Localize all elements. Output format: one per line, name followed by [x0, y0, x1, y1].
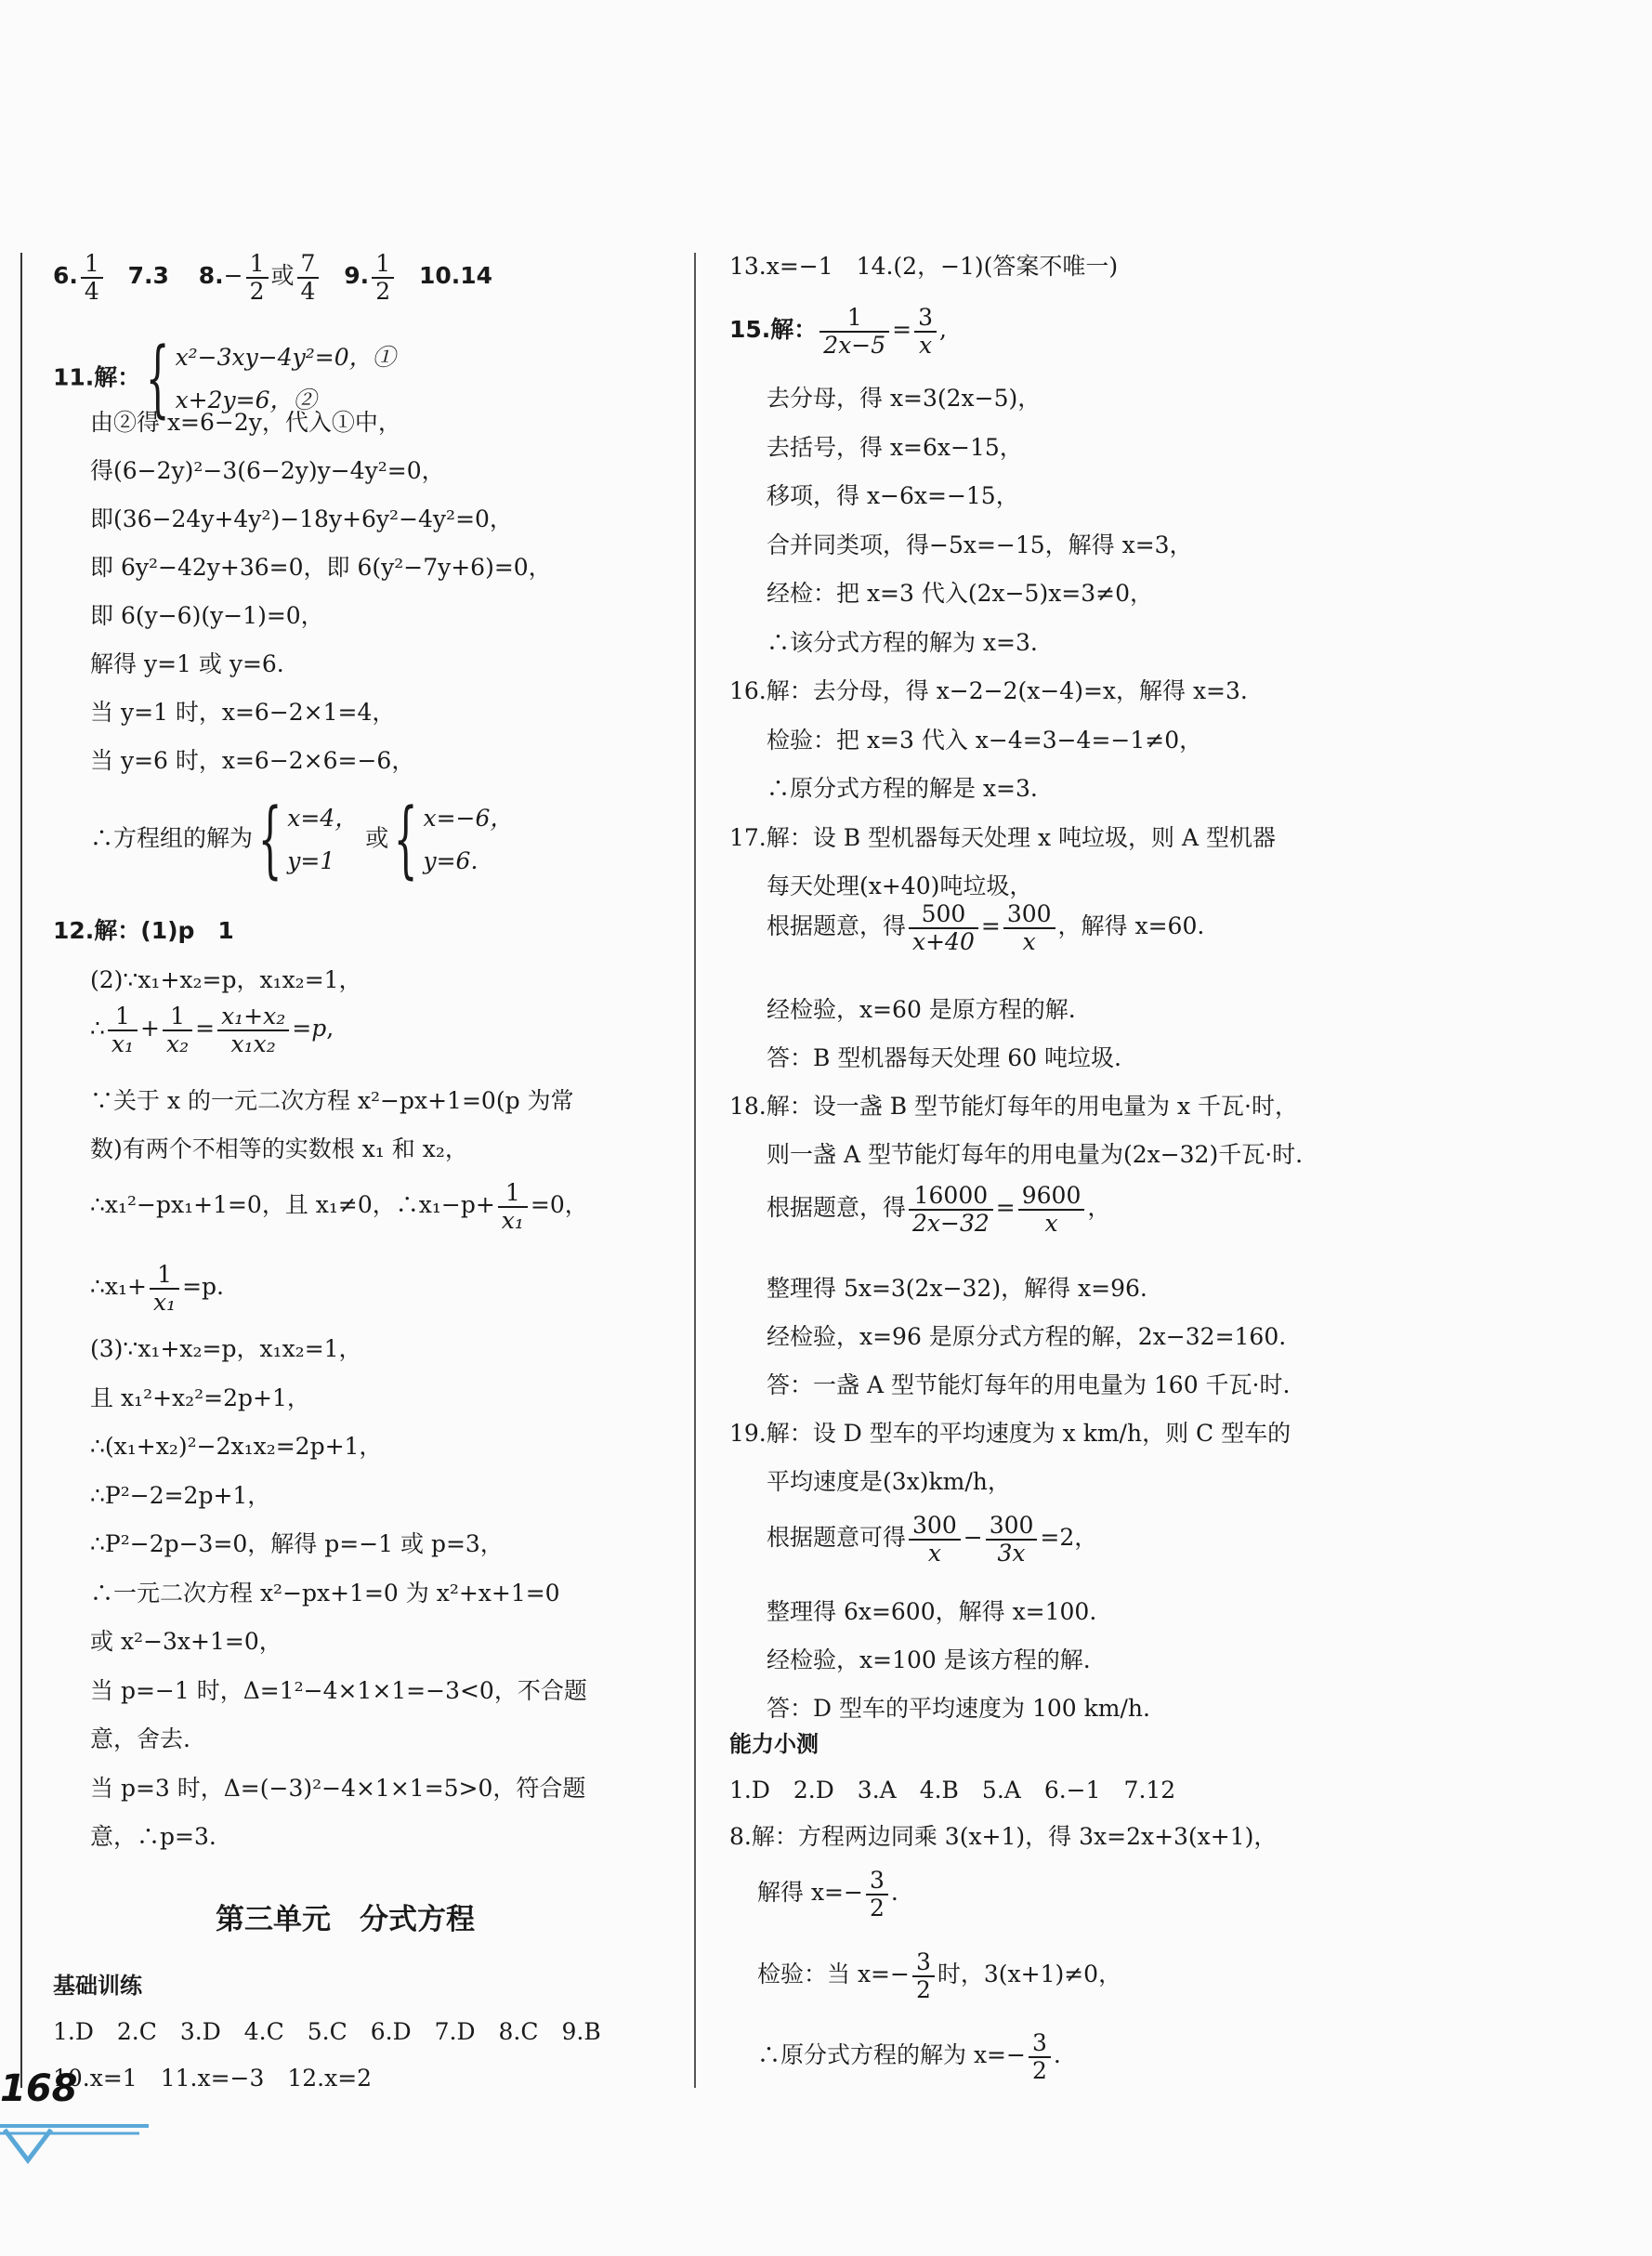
text-line: 当 y=1 时，x=6−2×1=4， — [90, 699, 396, 726]
text-line: 答：D 型车的平均速度为 100 km/h. — [767, 1695, 1150, 1722]
text-line: 去括号，得 x=6x−15， — [767, 433, 1023, 461]
basic-answers-2: 10.x=1 11.x=−3 12.x=2 — [53, 2065, 373, 2092]
text-line: 合并同类项，得−5x=−15，解得 x=3， — [767, 531, 1193, 558]
column-divider — [694, 253, 696, 2088]
answers-13-14: 13.x=−1 14.(2，−1)(答案不唯一) — [729, 253, 1119, 280]
q8-line3: 检验：当 x=− $\frac{3}{2}$ 时，3(x+1)≠0， — [757, 1948, 1122, 2003]
text-line: 整理得 5x=3(2x−32)，解得 x=96. — [767, 1275, 1147, 1302]
text-line: 答：B 型机器每天处理 60 吨垃圾. — [767, 1044, 1121, 1071]
q15-equation: 15.解： $\frac{1}{2x-5}$ = $\frac{3}{x}$ , — [729, 304, 947, 359]
text-line: 或 x²−3x+1=0， — [90, 1628, 282, 1655]
ability-answers: 1.D 2.D 3.A 4.B 5.A 6.−1 7.12 — [729, 1777, 1176, 1803]
text-line: 17.解：设 B 型机器每天处理 x 吨垃圾，则 A 型机器 — [729, 823, 1276, 851]
q8-line2: 解得 x=− $\frac{3}{2}$ . — [757, 1867, 898, 1922]
text-line: 去分母，得 x=3(2x−5)， — [767, 385, 1042, 412]
unit-title: 第三单元 分式方程 — [216, 1903, 475, 1936]
ability-test-heading: 能力小测 — [729, 1731, 819, 1757]
q12-line5: 数)有两个不相等的实数根 x₁ 和 x₂， — [90, 1135, 468, 1162]
q12-part2: (2)∵x₁+x₂=p，x₁x₂=1， — [90, 966, 362, 993]
text-line: 由②得 x=6−2y，代入①中， — [90, 409, 401, 436]
basic-answers-1: 1.D 2.C 3.D 4.C 5.C 6.D 7.D 8.C 9.B — [53, 2018, 601, 2045]
q12-reciprocal-sum: ∴ $\frac{1}{\text{x₁}}$ + $\frac{1}{\text{x₂}}$ = $\frac{\text{x₁+x₂}}{\text{x₁x₂}}$ =p, — [90, 1003, 334, 1057]
q12-line7: ∴x₁+ $\frac{1}{\text{x₁}}$ =p. — [90, 1261, 225, 1316]
text-line: ∴(x₁+x₂)²−2x₁x₂=2p+1， — [90, 1433, 383, 1460]
text-line: 则一盏 A 型节能灯每年的用电量为(2x−32)千瓦·时. — [767, 1141, 1304, 1168]
text-line: 即 6(y−6)(y−1)=0， — [90, 602, 324, 629]
text-line: ∴原分式方程的解是 x=3. — [767, 775, 1038, 802]
text-line: 19.解：设 D 型车的平均速度为 x km/h，则 C 型车的 — [729, 1420, 1291, 1447]
text-line: ∴P²−2=2p+1， — [90, 1481, 271, 1509]
text-line: 检验：把 x=3 代入 x−4=3−4=−1≠0， — [767, 726, 1203, 754]
text-line: 当 p=3 时，Δ=(−3)²−4×1×1=5>0，符合题 — [90, 1774, 586, 1802]
text-line: 当 y=6 时，x=6−2×6=−6， — [90, 747, 415, 774]
text-line: 16.解：去分母，得 x−2−2(x−4)=x，解得 x=3. — [729, 677, 1248, 704]
text-line: 经检验，x=96 是原分式方程的解，2x−32=160. — [767, 1323, 1287, 1350]
text-line: 即 6y²−42y+36=0，即 6(y²−7y+6)=0， — [90, 554, 552, 581]
text-line: 经检：把 x=3 代入(2x−5)x=3≠0， — [767, 580, 1154, 607]
text-line: 意，舍去. — [90, 1725, 190, 1752]
text-line: (3)∵x₁+x₂=p，x₁x₂=1， — [90, 1335, 362, 1362]
basic-training-heading: 基础训练 — [53, 1973, 142, 1999]
text-line: 移项，得 x−6x=−15， — [767, 482, 1019, 509]
q12-line4: ∵关于 x 的一元二次方程 x²−px+1=0(p 为常 — [90, 1087, 574, 1114]
text-line: 意，∴p=3. — [90, 1823, 216, 1850]
text-line: ∴P²−2p−3=0，解得 p=−1 或 p=3， — [90, 1530, 504, 1557]
text-line: 经检验，x=60 是原方程的解. — [767, 996, 1076, 1023]
text-line: 解得 y=1 或 y=6. — [90, 650, 284, 677]
text-line: 当 p=−1 时，Δ=1²−4×1×1=−3<0，不合题 — [90, 1676, 587, 1704]
text-line: 答：一盏 A 型节能灯每年的用电量为 160 千瓦·时. — [767, 1371, 1291, 1398]
text-line: 整理得 6x=600，解得 x=100. — [767, 1598, 1097, 1625]
text-line: 18.解：设一盏 B 型节能灯每年的用电量为 x 千瓦·时， — [729, 1093, 1298, 1120]
q8-line1: 8.解：方程两边同乘 3(x+1)，得 3x=2x+3(x+1)， — [729, 1823, 1278, 1850]
q12-part1: 12.解：(1)p 1 — [53, 917, 234, 944]
text-line: 即(36−24y+4y²)−18y+6y²−4y²=0， — [90, 505, 513, 532]
text-line: ∴一元二次方程 x²−px+1=0 为 x²+x+1=0 — [90, 1579, 560, 1607]
q17-equation: 根据题意，得 $\frac{500}{x+40}$ = $\frac{300}{x}$ ，解得 x=60. — [767, 900, 1205, 955]
q11-system: 11.解：{ x²−3xy−4y²=0，① x+2y=6，② — [53, 330, 396, 427]
text-line: 且 x₁²+x₂²=2p+1， — [90, 1384, 310, 1411]
page-corner-decoration — [0, 2118, 158, 2174]
left-border — [20, 253, 22, 2088]
page-number: 168 — [0, 2067, 78, 2110]
q18-equation: 根据题意，得 $\frac{16000}{2x-32}$ = $\frac{9600}{x}$ ， — [767, 1182, 1111, 1237]
q11-solution: ∴方程组的解为{ x=4， y=1 或{ x=−6， y=6. — [90, 791, 514, 888]
text-line: ∴该分式方程的解为 x=3. — [767, 628, 1038, 656]
answers-6-10: 6. $\frac{1}{4}$ 7.3 8.− $\frac{1}{2}$ 或 $\frac{7}{4}$ 9. $\frac{1}{2}$ 10.14 — [53, 250, 493, 305]
text-line: 平均速度是(3x)km/h， — [767, 1468, 1011, 1495]
text-line: 经检验，x=100 是该方程的解. — [767, 1646, 1091, 1673]
text-line: 每天处理(x+40)吨垃圾， — [767, 872, 1033, 899]
q19-equation: 根据题意可得 $\frac{300}{x}$ − $\frac{300}{3x}$ =2， — [767, 1512, 1098, 1567]
text-line: 得(6−2y)²−3(6−2y)y−4y²=0， — [90, 457, 445, 484]
q8-line4: ∴原分式方程的解为 x=− $\frac{3}{2}$ . — [757, 2029, 1061, 2084]
q12-line6: ∴x₁²−px₁+1=0，且 x₁≠0，∴x₁−p+ $\frac{1}{\text{x₁}}$ =0， — [90, 1179, 588, 1234]
